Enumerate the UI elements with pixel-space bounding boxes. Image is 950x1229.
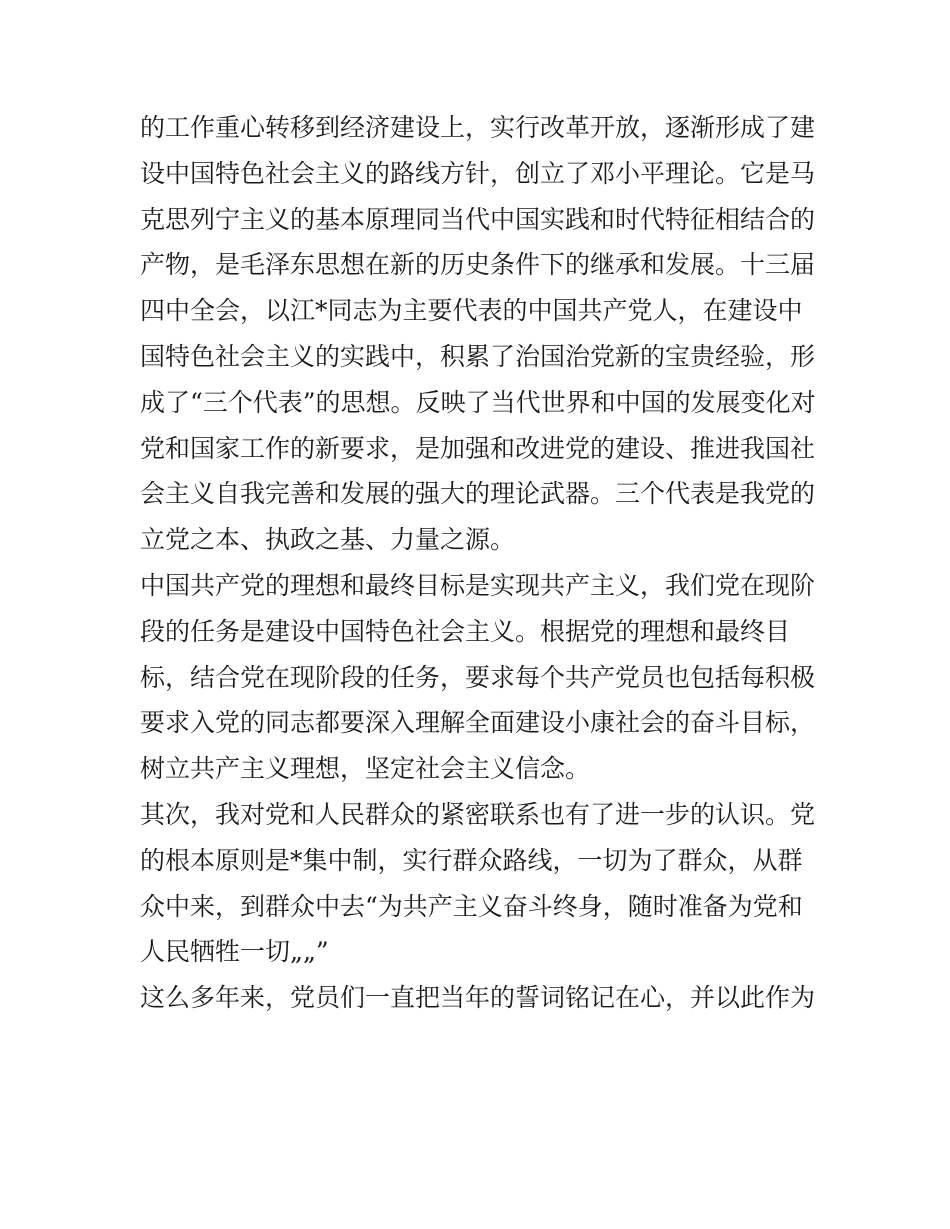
text-line: 段的任务是建设中国特色社会主义。根据党的理想和最终目 <box>140 616 791 646</box>
text-line: 其次，我对党和人民群众的紧密联系也有了进一步的认识。党 <box>140 799 816 829</box>
text-line: 克思列宁主义的基本原理同当代中国实践和时代特征相结合的 <box>140 204 816 234</box>
text-line: 要求入党的同志都要深入理解全面建设小康社会的奋斗目标， <box>140 708 816 738</box>
text-line: 众中来，到群众中去“为共产主义奋斗终身，随时准备为党和 <box>140 891 803 921</box>
text-line: 设中国特色社会主义的路线方针，创立了邓小平理论。它是马 <box>140 158 816 188</box>
text-line: 标，结合党在现阶段的任务，要求每个共产党员也包括每积极 <box>140 662 816 692</box>
text-line: 这么多年来，党员们一直把当年的誓词铭记在心，并以此作为 <box>140 983 816 1013</box>
text-line: 国特色社会主义的实践中，积累了治国治党新的宝贵经验，形 <box>140 341 816 371</box>
text-line: 树立共产主义理想，坚定社会主义信念。 <box>140 754 591 784</box>
text-line: 产物，是毛泽东思想在新的历史条件下的继承和发展。十三届 <box>140 250 816 280</box>
text-line: 会主义自我完善和发展的强大的理论武器。三个代表是我党的 <box>140 479 816 509</box>
text-line: 立党之本、执政之基、力量之源。 <box>140 525 516 555</box>
text-line: 的工作重心转移到经济建设上，实行改革开放，逐渐形成了建 <box>140 113 816 142</box>
text-line: 中国共产党的理想和最终目标是实现共产主义，我们党在现阶 <box>140 570 816 600</box>
text-line: 的根本原则是*集中制，实行群众路线，一切为了群众，从群 <box>140 845 803 875</box>
document-body <box>140 105 820 1021</box>
text-line: 成了“三个代表”的思想。反映了当代世界和中国的发展变化对 <box>140 387 816 417</box>
text-line: 党和国家工作的新要求，是加强和改进党的建设、推进我国社 <box>140 433 816 463</box>
text-line: 人民牺牲一切„„” <box>140 937 329 967</box>
text-line: 四中全会，以江*同志为主要代表的中国共产党人，在建设中 <box>140 296 803 326</box>
